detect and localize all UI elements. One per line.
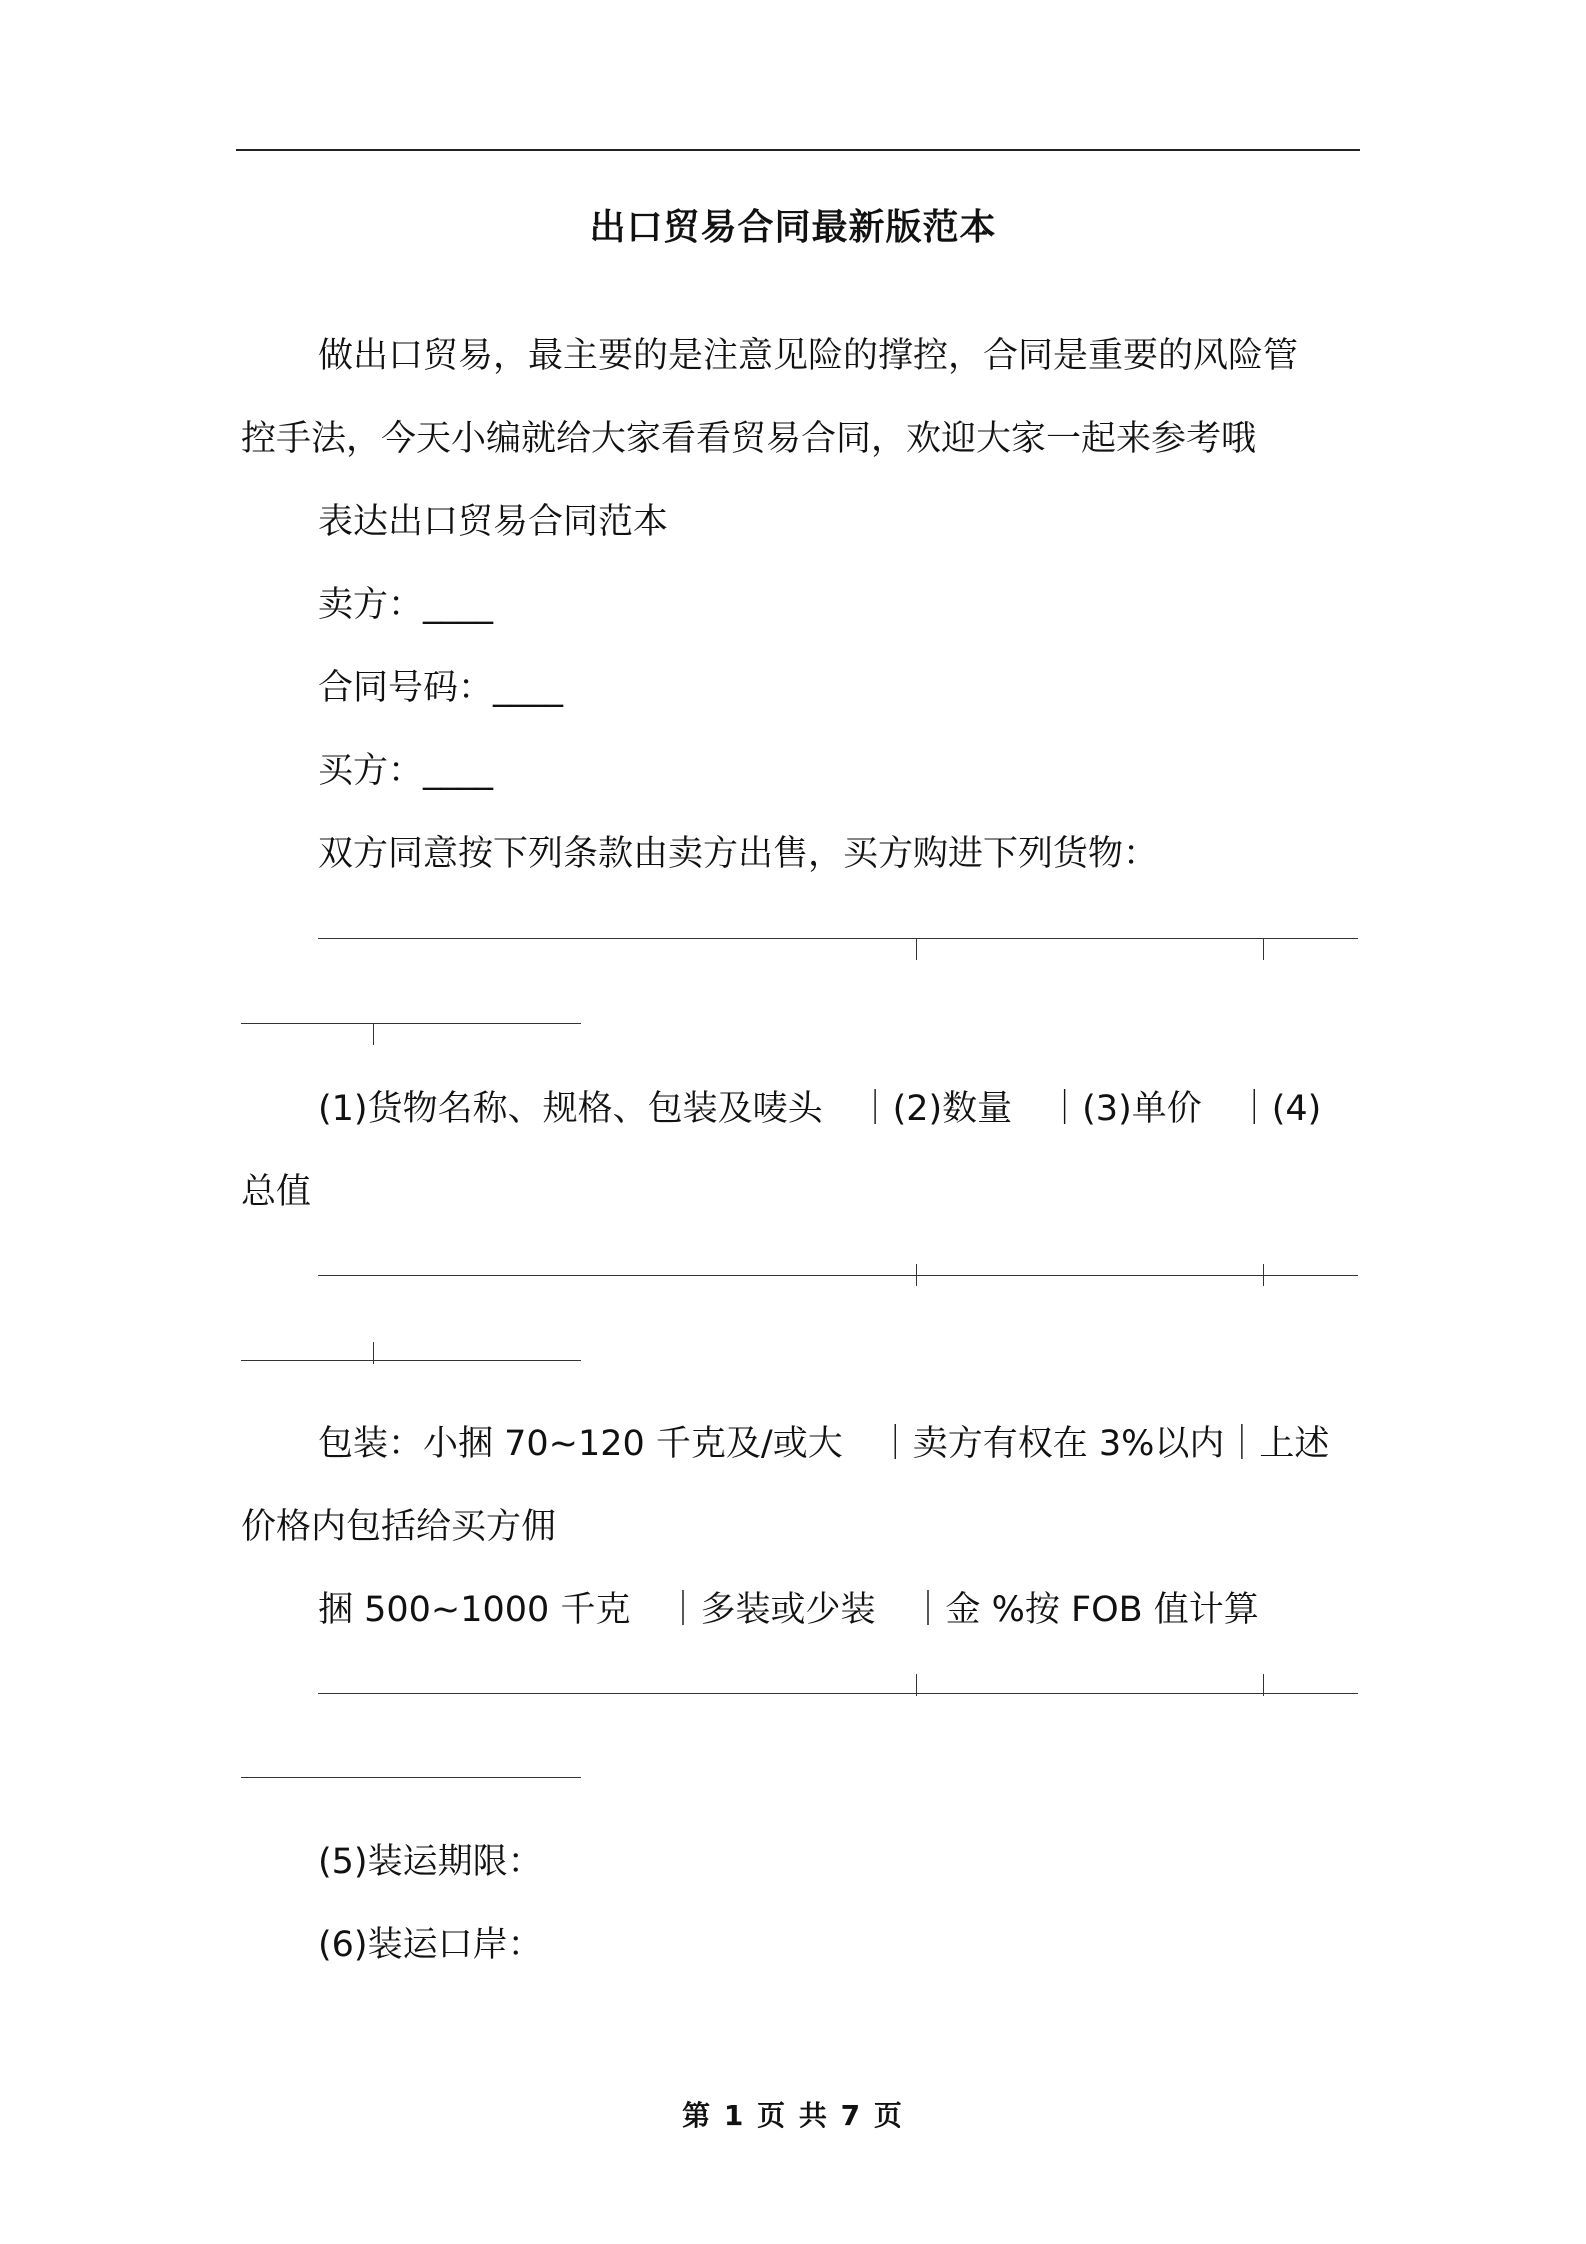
packing-line-3: 捆 500~1000 千克 ｜多装或少装 ｜金 %按 FOB 值计算 xyxy=(318,1590,1259,1630)
buyer-field: 买方：____ xyxy=(318,751,494,791)
table-rule-3-divider xyxy=(1263,1674,1264,1696)
intro-paragraph-line-2: 控手法，今天小编就给大家看看贸易合同，欢迎大家一起来参考哦 xyxy=(241,419,1257,459)
table-rule-1-divider xyxy=(1263,938,1264,960)
section-subtitle: 表达出口贸易合同范本 xyxy=(318,502,669,542)
table-rule-3-continued xyxy=(241,1777,581,1778)
table-rule-1-divider xyxy=(916,938,917,960)
document-title: 出口贸易合同最新版范本 xyxy=(589,207,997,248)
table-rule-2 xyxy=(318,1275,1358,1276)
page-number-footer: 第 1 页 共 7 页 xyxy=(682,2099,904,2132)
packing-line-2: 价格内包括给买方佣 xyxy=(241,1507,557,1547)
table-rule-1-continued xyxy=(241,1023,581,1024)
table-header-line-1: (1)货物名称、规格、包装及唛头 ｜(2)数量 ｜(3)单价 ｜(4) xyxy=(318,1089,1322,1129)
table-rule-2-continued-divider xyxy=(373,1342,374,1364)
table-rule-3-divider xyxy=(916,1674,917,1696)
table-rule-2-divider xyxy=(916,1264,917,1286)
contract-number-field: 合同号码：____ xyxy=(318,668,564,708)
shipment-period-field: (5)装运期限： xyxy=(318,1842,543,1882)
table-header-line-2: 总值 xyxy=(241,1172,312,1212)
table-rule-1 xyxy=(318,938,1358,939)
table-rule-2-continued xyxy=(241,1360,581,1361)
intro-paragraph-line-1: 做出口贸易，最主要的是注意见险的撑控，合同是重要的风险管 xyxy=(318,336,1299,376)
seller-field: 卖方：____ xyxy=(318,585,494,625)
header-rule xyxy=(236,149,1360,151)
shipment-port-field: (6)装运口岸： xyxy=(318,1925,543,1965)
table-rule-3 xyxy=(318,1693,1358,1694)
packing-line-1: 包装：小捆 70~120 千克及/或大 ｜卖方有权在 3%以内｜上述 xyxy=(318,1424,1330,1464)
table-rule-2-divider xyxy=(1263,1264,1264,1286)
table-rule-1-continued-divider xyxy=(373,1023,374,1045)
agreement-clause: 双方同意按下列条款由卖方出售，买方购进下列货物： xyxy=(318,834,1159,874)
